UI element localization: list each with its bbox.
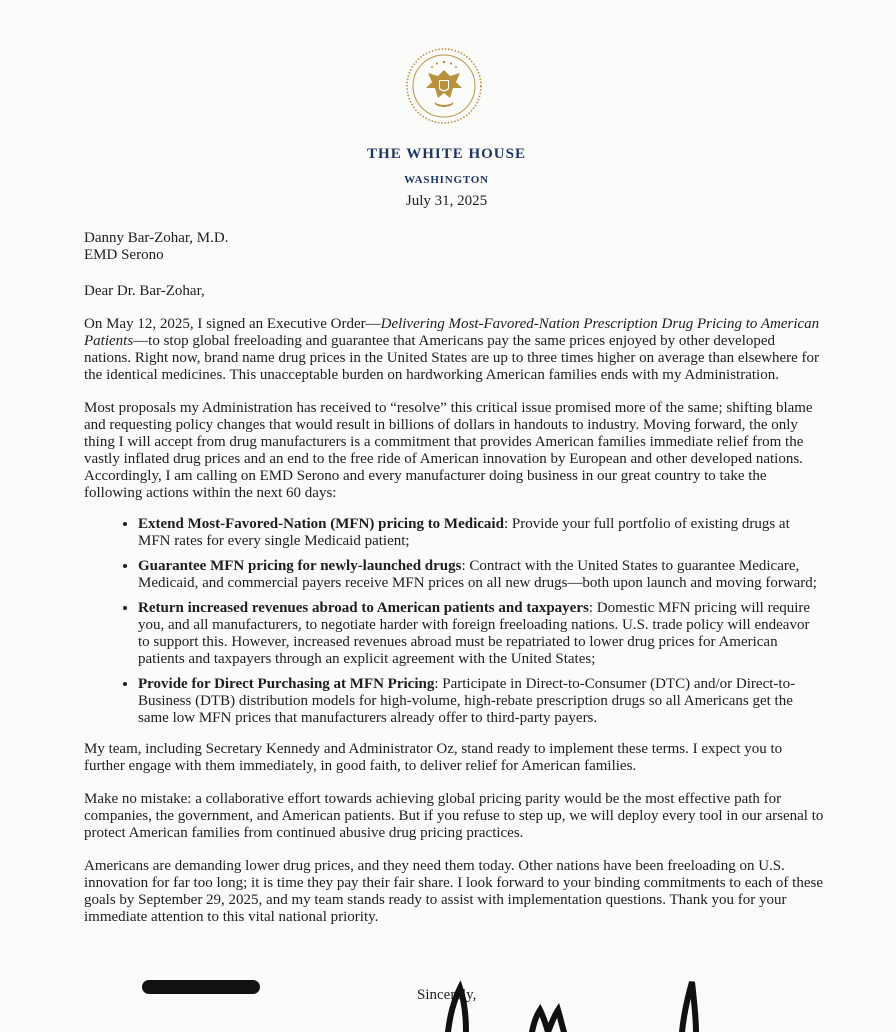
salutation: Dear Dr. Bar-Zohar,: [84, 283, 205, 299]
letterhead-city: WASHINGTON: [404, 174, 489, 186]
action-heading: Return increased revenues abroad to American patients and taxpayers: [138, 600, 589, 616]
action-text: : Participate in Direct-to-Consumer (DTC) and/or Direct-to-Business (DTB) distribution models for high-volume, high-rebate prescription drugs so all Americans get the same low MFN prices that manufacturers already offer to third-party payers.: [138, 676, 796, 726]
redaction-bar: [142, 980, 260, 994]
paragraph1-intro: On May 12, 2025, I signed an Executive Order—: [84, 316, 381, 332]
presidential-seal-icon: [404, 46, 484, 126]
list-item: [138, 599, 824, 668]
action-heading: Provide for Direct Purchasing at MFN Pricing: [138, 676, 435, 692]
action-text: : Domestic MFN pricing will require you, and all manufacturers, to negotiate harder with foreign freeloading nations. U.S. trade policy will endeavor to support this. However, increased revenues abroad must be repatriated to lower drug prices for American patients and taxpayers through an explicit agreement with the United States;: [138, 600, 811, 667]
paragraph-proposals: Most proposals my Administration has received to “resolve” this critical issue promised more of the same; shifting blame and requesting policy changes that would result in billions of dollars in handouts to industry. Moving forward, the only thing I will accept from drug manufacturers is a commitment that provides American families immediate relief from the vastly inflated drug prices and an end to the free ride of American innovation by European and other developed nations. Accordingly, I am calling on EMD Serono and every manufacturer doing business in our great country to take the following actions within the next 60 days:: [84, 400, 813, 501]
letter-date: July 31, 2025: [405, 193, 488, 209]
recipient-block: [84, 230, 824, 264]
paragraph-warning: Make no mistake: a collaborative effort towards achieving global pricing parity would be the most effective path for companies, the government, and American patients. But if you refuse to step up, we will deploy every tool in our arsenal to protect American families from continued abusive drug pricing practices.: [84, 791, 824, 841]
action-heading: Guarantee MFN pricing for newly-launched drugs: [138, 558, 462, 574]
action-text: : Contract with the United States to guarantee Medicare, Medicaid, and commercial payers receive MFN prices on all new drugs—both upon launch and moving forward;: [138, 558, 817, 591]
executive-order-title: Delivering Most-Favored-Nation Prescription Drug Pricing to American Patients: [84, 316, 820, 349]
action-heading: Extend Most-Favored-Nation (MFN) pricing to Medicaid: [138, 516, 504, 532]
list-item: [138, 557, 824, 592]
paragraph1-rest: —to stop global freeloading and guarantee that Americans pay the same prices enjoyed by other developed nations. Right now, brand name drug prices in the United States are up to three times higher on average than elsewhere for the identical medicines. This unacceptable burden on hardworking American families ends with my Administration.: [84, 333, 820, 383]
recipient-company: EMD Serono: [84, 247, 164, 263]
list-item: [138, 515, 824, 550]
signature-icon: [420, 970, 720, 1032]
recipient-name: Danny Bar-Zohar, M.D.: [84, 230, 229, 246]
paragraph-demand: Americans are demanding lower drug prices, and they need them today. Other nations have been freeloading on U.S. innovation for far too long; it is time they pay their fair share. I look forward to your binding commitments to each of these goals by September 29, 2025, and my team stands ready to assist with implementation questions. Thank you for your immediate attention to this vital national priority.: [84, 858, 823, 925]
letterhead-title: THE WHITE HOUSE: [367, 146, 526, 162]
closing: Sincerely,: [417, 987, 477, 1003]
paragraph-executive-order: [84, 316, 824, 384]
letter-body: [84, 230, 824, 926]
list-item: [138, 675, 824, 727]
action-list: [84, 515, 824, 727]
action-text: : Provide your full portfolio of existing drugs at MFN rates for every single Medicaid patient;: [138, 516, 790, 549]
paragraph-team: My team, including Secretary Kennedy and Administrator Oz, stand ready to implement these terms. I expect you to further engage with them immediately, in good faith, to deliver relief for American families.: [84, 741, 783, 774]
